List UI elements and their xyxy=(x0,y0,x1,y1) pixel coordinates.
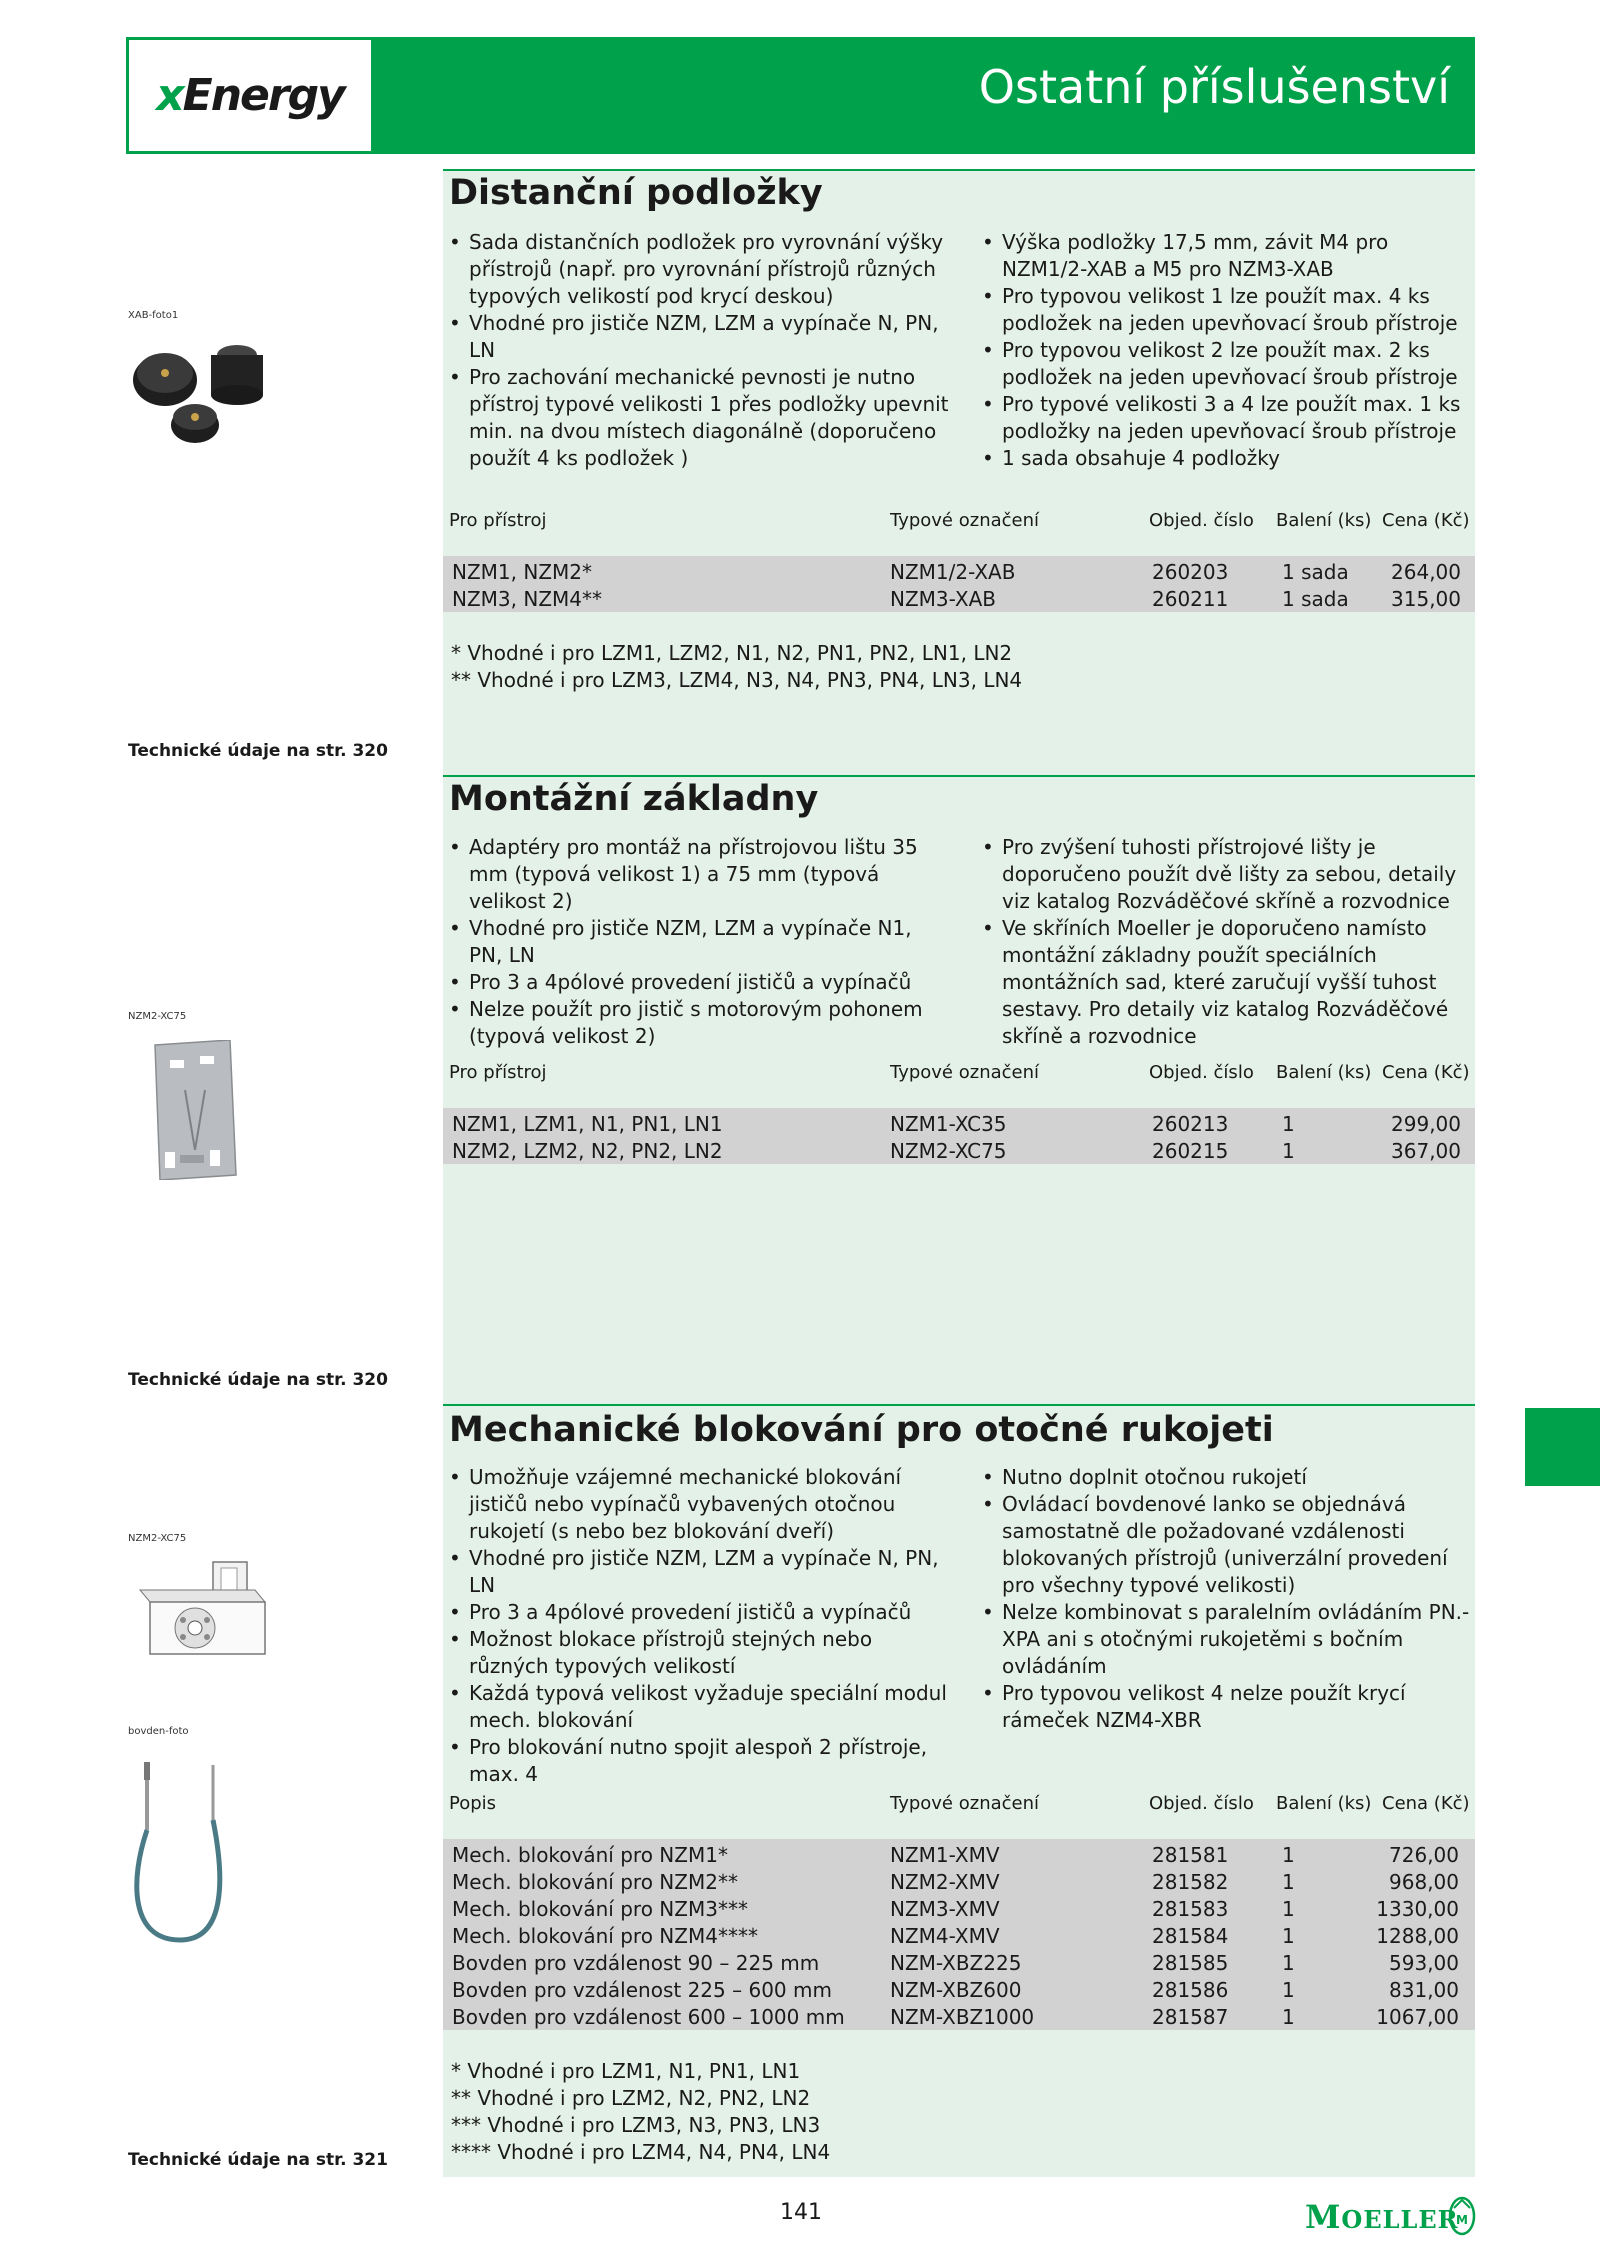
footnote: *** Vhodné i pro LZM3, N3, PN3, LN3 xyxy=(451,2113,821,2137)
feature-item: • Každá typová velikost vyžaduje speciální modul mech. blokování xyxy=(449,1680,949,1734)
column-header: Cena (Kč) xyxy=(1382,510,1470,531)
cell-price: 1330,00 xyxy=(1376,1897,1459,1921)
footnote: ** Vhodné i pro LZM3, LZM4, N3, N4, PN3, PN4, LN3, LN4 xyxy=(451,668,1023,692)
chapter-tab xyxy=(1525,1408,1600,1486)
cell-order-no: 260213 xyxy=(1152,1112,1229,1136)
column-header: Typové označení xyxy=(890,510,1040,531)
xenergy-logo: x Energy xyxy=(156,70,344,121)
feature-item: • Adaptéry pro montáž na přístrojovou lištu 35 mm (typová velikost 1) a 75 mm (typová velikost 2) xyxy=(449,834,939,915)
image-caption: bovden-foto xyxy=(128,1726,189,1737)
feature-list-left xyxy=(449,1464,949,1788)
section-title: Distanční podložky xyxy=(449,173,823,213)
feature-item: • Pro typovou velikost 2 lze použít max. 2 ks podložek na jeden upevňovací šroub přístroje xyxy=(982,337,1472,391)
column-header: Typové označení xyxy=(890,1062,1040,1083)
cell-price: 831,00 xyxy=(1389,1978,1459,2002)
feature-item: • Pro 3 a 4pólové provedení jističů a vypínačů xyxy=(449,1599,949,1626)
tech-data-link[interactable]: Technické údaje na str. 321 xyxy=(128,2150,388,2170)
cell-description: Mech. blokování pro NZM3*** xyxy=(452,1897,748,1921)
table-row xyxy=(449,1977,1469,2004)
feature-item: • Výška podložky 17,5 mm, závit M4 pro NZM1/2-XAB a M5 pro NZM3-XAB xyxy=(982,229,1472,283)
column-header: Objed. číslo xyxy=(1149,1793,1254,1814)
spacer-pads-photo xyxy=(125,335,270,455)
cell-price: 315,00 xyxy=(1391,587,1461,611)
column-header: Objed. číslo xyxy=(1149,510,1254,531)
cell-pack: 1 sada xyxy=(1282,587,1349,611)
cell-pack: 1 xyxy=(1282,1951,1295,1975)
table-row xyxy=(449,1138,1469,1165)
feature-item: • Nelze použít pro jistič s motorovým pohonem (typová velikost 2) xyxy=(449,996,939,1050)
cell-device: NZM2, LZM2, N2, PN2, LN2 xyxy=(452,1139,723,1163)
mounting-plate-photo xyxy=(150,1040,240,1180)
column-header: Pro přístroj xyxy=(449,1062,547,1083)
cell-pack: 1 xyxy=(1282,1924,1295,1948)
cell-type: NZM-XBZ600 xyxy=(890,1978,1022,2002)
feature-list-left xyxy=(449,834,939,1050)
cell-device: NZM1, LZM1, N1, PN1, LN1 xyxy=(452,1112,723,1136)
feature-item: • Možnost blokace přístrojů stejných nebo různých typových velikostí xyxy=(449,1626,949,1680)
image-caption: XAB-foto1 xyxy=(128,310,179,321)
column-header: Popis xyxy=(449,1793,497,1814)
table-row xyxy=(449,2004,1469,2031)
feature-item: • Vhodné pro jističe NZM, LZM a vypínače N, PN, LN xyxy=(449,310,949,364)
cell-price: 367,00 xyxy=(1391,1139,1461,1163)
cell-price: 264,00 xyxy=(1391,560,1461,584)
cell-price: 1288,00 xyxy=(1376,1924,1459,1948)
column-header: Balení (ks) xyxy=(1276,1793,1372,1814)
cell-description: Mech. blokování pro NZM1* xyxy=(452,1843,728,1867)
feature-item: • Vhodné pro jističe NZM, LZM a vypínače N1, PN, LN xyxy=(449,915,939,969)
feature-item: • Pro typovou velikost 1 lze použít max. 4 ks podložek na jeden upevňovací šroub přístroje xyxy=(982,283,1472,337)
feature-list-right xyxy=(982,229,1472,472)
table-row xyxy=(449,559,1469,586)
cell-price: 726,00 xyxy=(1389,1843,1459,1867)
cell-order-no: 281583 xyxy=(1152,1897,1229,1921)
footnote: ** Vhodné i pro LZM2, N2, PN2, LN2 xyxy=(451,2086,811,2110)
feature-item: • Ve skříních Moeller je doporučeno namísto montážní základny použít speciálních montážních sad, které zaručují vyšší tuhost sestavy. Pro detaily viz katalog Rozváděčové skříně a rozvodnice xyxy=(982,915,1475,1050)
tech-data-link[interactable]: Technické údaje na str. 320 xyxy=(128,1370,388,1390)
table-row xyxy=(449,1869,1469,1896)
feature-item: • Pro typové velikosti 3 a 4 lze použít max. 1 ks podložky na jeden upevňovací šroub přístroje xyxy=(982,391,1472,445)
feature-list-right xyxy=(982,1464,1472,1734)
moeller-emblem-icon xyxy=(1448,2196,1476,2236)
page-number: 141 xyxy=(780,2200,822,2225)
interlock-module-photo xyxy=(135,1560,270,1660)
cell-type: NZM1/2-XAB xyxy=(890,560,1016,584)
cell-price: 299,00 xyxy=(1391,1112,1461,1136)
column-header: Cena (Kč) xyxy=(1382,1793,1470,1814)
column-header: Cena (Kč) xyxy=(1382,1062,1470,1083)
feature-item: • Nelze kombinovat s paralelním ovládáním PN.-XPA ani s otočnými rukojetěmi s bočním ovládáním xyxy=(982,1599,1472,1680)
cell-price: 593,00 xyxy=(1389,1951,1459,1975)
cell-type: NZM-XBZ1000 xyxy=(890,2005,1035,2029)
cell-order-no: 260203 xyxy=(1152,560,1229,584)
feature-item: • Umožňuje vzájemné mechanické blokování jističů nebo vypínačů vybavených otočnou rukojetí (s nebo bez blokování dveří) xyxy=(449,1464,949,1545)
feature-item: • Pro zvýšení tuhosti přístrojové lišty je doporučeno použít dvě lišty za sebou, detaily viz katalog Rozváděčové skříně a rozvodnice xyxy=(982,834,1475,915)
cell-type: NZM2-XMV xyxy=(890,1870,1000,1894)
table-row xyxy=(449,1950,1469,1977)
cell-order-no: 260211 xyxy=(1152,587,1229,611)
cell-description: Mech. blokování pro NZM2** xyxy=(452,1870,738,1894)
cell-order-no: 281582 xyxy=(1152,1870,1229,1894)
column-header: Objed. číslo xyxy=(1149,1062,1254,1083)
svg-text:M: M xyxy=(1456,2213,1468,2227)
image-caption: NZM2-XC75 xyxy=(128,1011,187,1022)
table-header xyxy=(443,1052,1475,1094)
cell-type: NZM3-XAB xyxy=(890,587,996,611)
cell-pack: 1 xyxy=(1282,2005,1295,2029)
tech-data-link[interactable]: Technické údaje na str. 320 xyxy=(128,741,388,761)
bowden-cable-photo xyxy=(125,1760,235,1945)
feature-list-right xyxy=(982,834,1475,1050)
cell-order-no: 281581 xyxy=(1152,1843,1229,1867)
table-header xyxy=(443,500,1475,542)
cell-description: Bovden pro vzdálenost 225 – 600 mm xyxy=(452,1978,832,2002)
cell-device: NZM3, NZM4** xyxy=(452,587,602,611)
moeller-logo: MOELLER xyxy=(1305,2198,1459,2236)
feature-item: • Pro typovou velikost 4 nelze použít krycí rámeček NZM4-XBR xyxy=(982,1680,1472,1734)
cell-pack: 1 xyxy=(1282,1112,1295,1136)
cell-type: NZM2-XC75 xyxy=(890,1139,1007,1163)
section-title: Mechanické blokování pro otočné rukojeti xyxy=(449,1410,1274,1450)
column-header: Balení (ks) xyxy=(1276,510,1372,531)
feature-item: • Ovládací bovdenové lanko se objednává samostatně dle požadované vzdálenosti blokovaných přístrojů (univerzální provedení pro všechny typové velikosti) xyxy=(982,1491,1472,1599)
cell-device: NZM1, NZM2* xyxy=(452,560,592,584)
cell-pack: 1 sada xyxy=(1282,560,1349,584)
table-row xyxy=(449,1111,1469,1138)
cell-price: 1067,00 xyxy=(1376,2005,1459,2029)
column-header: Typové označení xyxy=(890,1793,1040,1814)
table-row xyxy=(449,1923,1469,1950)
cell-description: Bovden pro vzdálenost 90 – 225 mm xyxy=(452,1951,820,1975)
feature-list-left xyxy=(449,229,949,472)
section-divider xyxy=(443,169,1475,171)
feature-item: • Nutno doplnit otočnou rukojetí xyxy=(982,1464,1472,1491)
cell-order-no: 260215 xyxy=(1152,1139,1229,1163)
cell-pack: 1 xyxy=(1282,1870,1295,1894)
footnote: * Vhodné i pro LZM1, N1, PN1, LN1 xyxy=(451,2059,801,2083)
column-header: Pro přístroj xyxy=(449,510,547,531)
cell-type: NZM3-XMV xyxy=(890,1897,1000,1921)
cell-price: 968,00 xyxy=(1389,1870,1459,1894)
cell-type: NZM1-XC35 xyxy=(890,1112,1007,1136)
cell-description: Bovden pro vzdálenost 600 – 1000 mm xyxy=(452,2005,845,2029)
image-caption: NZM2-XC75 xyxy=(128,1533,187,1544)
table-header xyxy=(443,1783,1475,1825)
cell-order-no: 281586 xyxy=(1152,1978,1229,2002)
cell-type: NZM1-XMV xyxy=(890,1843,1000,1867)
page-title: Ostatní příslušenství xyxy=(978,60,1450,114)
feature-item: • Sada distančních podložek pro vyrovnání výšky přístrojů (např. pro vyrovnání přístrojů různých typových velikostí pod krycí deskou) xyxy=(449,229,949,310)
feature-item: • Pro 3 a 4pólové provedení jističů a vypínačů xyxy=(449,969,939,996)
feature-item: • Pro zachování mechanické pevnosti je nutno přístroj typové velikosti 1 přes podložky upevnit min. na dvou místech diagonálně (doporučeno použít 4 ks podložek ) xyxy=(449,364,949,472)
cell-pack: 1 xyxy=(1282,1139,1295,1163)
cell-description: Mech. blokování pro NZM4**** xyxy=(452,1924,758,1948)
cell-type: NZM-XBZ225 xyxy=(890,1951,1022,1975)
cell-order-no: 281585 xyxy=(1152,1951,1229,1975)
cell-type: NZM4-XMV xyxy=(890,1924,1000,1948)
footnote: **** Vhodné i pro LZM4, N4, PN4, LN4 xyxy=(451,2140,831,2164)
section-divider xyxy=(443,1404,1475,1406)
feature-item: • Pro blokování nutno spojit alespoň 2 přístroje, max. 4 xyxy=(449,1734,949,1788)
cell-pack: 1 xyxy=(1282,1843,1295,1867)
feature-item: • Vhodné pro jističe NZM, LZM a vypínače N, PN, LN xyxy=(449,1545,949,1599)
section-divider xyxy=(443,775,1475,777)
cell-order-no: 281587 xyxy=(1152,2005,1229,2029)
table-row xyxy=(449,1842,1469,1869)
table-row xyxy=(449,1896,1469,1923)
footnote: * Vhodné i pro LZM1, LZM2, N1, N2, PN1, PN2, LN1, LN2 xyxy=(451,641,1013,665)
column-header: Balení (ks) xyxy=(1276,1062,1372,1083)
cell-order-no: 281584 xyxy=(1152,1924,1229,1948)
feature-item: • 1 sada obsahuje 4 podložky xyxy=(982,445,1472,472)
section-title: Montážní základny xyxy=(449,779,819,819)
table-row xyxy=(449,586,1469,613)
cell-pack: 1 xyxy=(1282,1897,1295,1921)
cell-pack: 1 xyxy=(1282,1978,1295,2002)
